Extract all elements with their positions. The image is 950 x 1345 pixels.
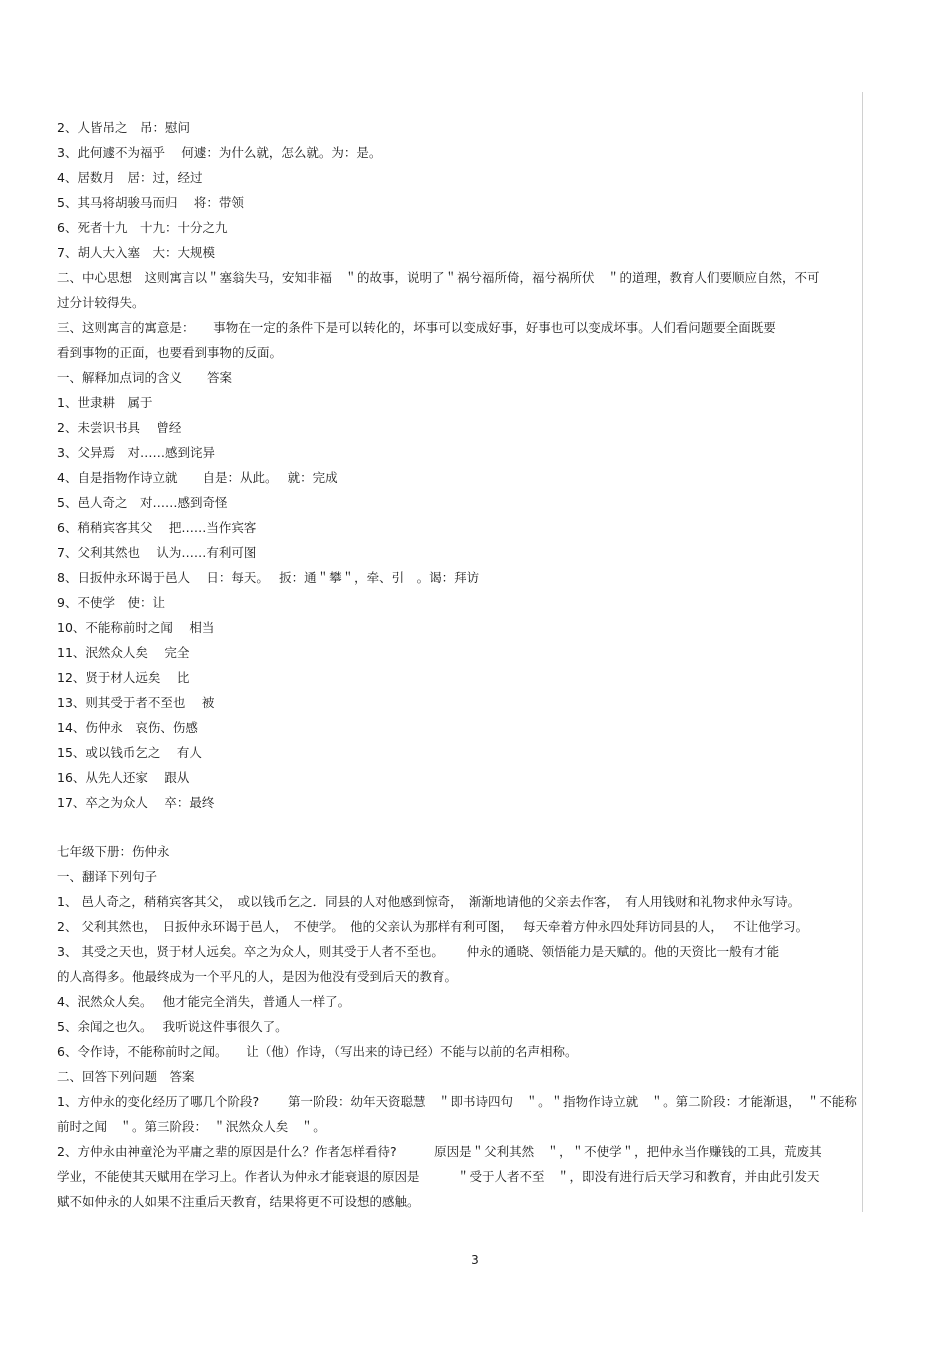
text-line: 17、卒之为众人 卒：最终 bbox=[57, 795, 215, 810]
text-line: 前时之闻 ＂。第三阶段： ＂泯然众人矣 ＂。 bbox=[57, 1119, 326, 1134]
text-line: 15、或以钱币乞之 有人 bbox=[57, 745, 202, 760]
text-line: 7、胡人大入塞 大：大规模 bbox=[57, 245, 215, 260]
text-line: 2、未尝识书具 曾经 bbox=[57, 420, 182, 435]
text-line: 4、居数月 居：过，经过 bbox=[57, 170, 203, 185]
text-line: 学业，不能使其天赋用在学习上。作者认为仲永才能衰退的原因是 ＂受于人者不至 ＂，即没有进行后天学习和教育，并由此引发天 bbox=[57, 1169, 820, 1184]
text-line: 过分计较得失。 bbox=[57, 295, 145, 310]
text-line: 2、 父利其然也， 日扳仲永环谒于邑人， 不使学。 他的父亲认为那样有利可图， 每天牵着方仲永四处拜访同县的人， 不让他学习。 bbox=[57, 919, 809, 934]
text-line: 3、父异焉 对……感到诧异 bbox=[57, 445, 215, 460]
text-line: 11、泯然众人矣 完全 bbox=[57, 645, 190, 660]
right-margin-rule bbox=[862, 92, 863, 1212]
text-line: 5、其马将胡骏马而归 将：带领 bbox=[57, 195, 244, 210]
text-line: 9、不使学 使：让 bbox=[57, 595, 165, 610]
text-line: 2、人皆吊之 吊：慰问 bbox=[57, 120, 190, 135]
text-line: 5、余闻之也久。 我听说这件事很久了。 bbox=[57, 1019, 288, 1034]
text-line: 的人高得多。他最终成为一个平凡的人，是因为他没有受到后天的教育。 bbox=[57, 969, 458, 984]
text-line: 一、解释加点词的含义 答案 bbox=[57, 370, 233, 385]
text-line: 7、父利其然也 认为……有利可图 bbox=[57, 545, 257, 560]
text-line: 13、则其受于者不至也 被 bbox=[57, 695, 215, 710]
text-line: 1、 邑人奇之，稍稍宾客其父， 或以钱币乞之．同县的人对他感到惊奇， 渐渐地请他的父亲去作客， 有人用钱财和礼物求仲永写诗。 bbox=[57, 894, 801, 909]
text-line: 3、 其受之天也，贤于材人远矣。卒之为众人，则其受于人者不至也。 仲永的通晓、领悟能力是天赋的。他的天资比一般有才能 bbox=[57, 944, 780, 959]
text-line: 七年级下册：伤仲永 bbox=[57, 844, 170, 859]
text-line: 6、死者十九 十九：十分之九 bbox=[57, 220, 228, 235]
text-line: 二、回答下列问题 答案 bbox=[57, 1069, 195, 1084]
text-line: 5、邑人奇之 对……感到奇怪 bbox=[57, 495, 228, 510]
text-line: 1、方仲永的变化经历了哪几个阶段? 第一阶段：幼年天资聪慧 ＂即书诗四句 ＂。＂指物作诗立就 ＂。第二阶段：才能渐退， ＂不能称 bbox=[57, 1094, 857, 1109]
text-line: 6、稍稍宾客其父 把……当作宾客 bbox=[57, 520, 257, 535]
text-line: 16、从先人还家 跟从 bbox=[57, 770, 190, 785]
text-line: 3、此何遽不为福乎 何遽：为什么就，怎么就。为：是。 bbox=[57, 145, 382, 160]
text-line: 4、自是指物作诗立就 自是：从此。 就：完成 bbox=[57, 470, 338, 485]
text-line: 14、伤仲永 哀伤、伤感 bbox=[57, 720, 198, 735]
text-line: 赋不如仲永的人如果不注重后天教育，结果将更不可设想的感触。 bbox=[57, 1194, 420, 1209]
page-number: 3 bbox=[471, 1253, 479, 1267]
text-line: 2、方仲永由神童沦为平庸之辈的原因是什么？作者怎样看待? 原因是＂父利其然 ＂，＂不使学＂，把仲永当作赚钱的工具，荒废其 bbox=[57, 1144, 822, 1159]
text-line: 8、日扳仲永环谒于邑人 日：每天。 扳：通＂攀＂，牵、引 。谒：拜访 bbox=[57, 570, 480, 585]
text-line: 1、世隶耕 属于 bbox=[57, 395, 153, 410]
text-line: 一、翻译下列句子 bbox=[57, 869, 158, 884]
text-line: 三、这则寓言的寓意是： 事物在一定的条件下是可以转化的，坏事可以变成好事，好事也可以变成坏事。人们看问题要全面既要 bbox=[57, 320, 776, 335]
text-line: 10、不能称前时之闻 相当 bbox=[57, 620, 215, 635]
text-line: 6、令作诗，不能称前时之闻。 让（他）作诗，（写出来的诗已经）不能与以前的名声相称。 bbox=[57, 1044, 578, 1059]
text-line: 12、贤于材人远矣 比 bbox=[57, 670, 190, 685]
text-line: 4、泯然众人矣。 他才能完全消失，普通人一样了。 bbox=[57, 994, 351, 1009]
text-line: 看到事物的正面，也要看到事物的反面。 bbox=[57, 345, 283, 360]
text-line: 二、中心思想 这则寓言以＂塞翁失马，安知非福 ＂的故事，说明了＂祸兮福所倚，福兮祸所伏 ＂的道理，教育人们要顺应自然，不可 bbox=[57, 270, 820, 285]
